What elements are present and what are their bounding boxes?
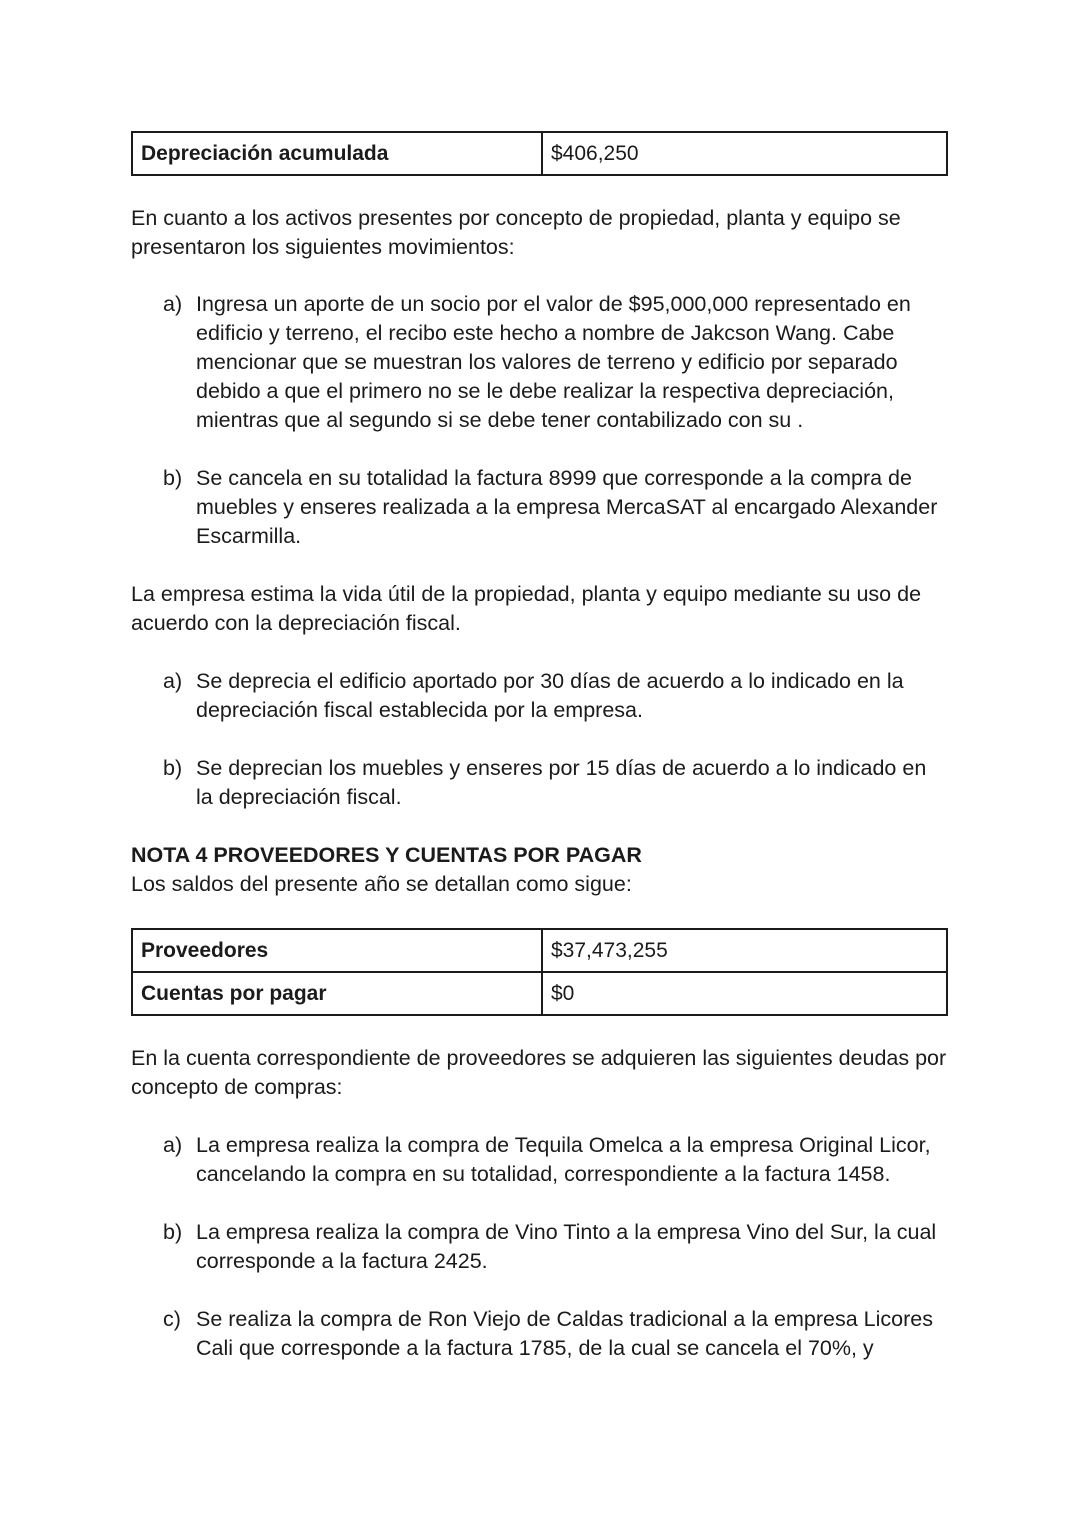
list-marker: b)	[163, 756, 183, 780]
list-marker: b)	[163, 466, 183, 490]
list-marker: a)	[163, 669, 183, 693]
list-item-text: Se deprecia el edificio aportado por 30 días de acuerdo a lo indicado en la depreciación fiscal establecida por la empresa.	[196, 669, 904, 722]
list-item-text: Se cancela en su totalidad la factura 8999 que corresponde a la compra de muebles y enseres realizada a la empresa MercaSAT al encargado Alexander Escarmilla.	[196, 466, 938, 548]
useful-life-paragraph: La empresa estima la vida útil de la propiedad, planta y equipo mediante su uso de acuerdo con la depreciación fiscal.	[131, 582, 922, 635]
purchases-list	[131, 1131, 948, 1363]
list-marker: b)	[163, 1220, 183, 1244]
list-item	[131, 1218, 948, 1276]
list-item	[131, 1131, 948, 1189]
list-item	[131, 667, 948, 725]
table-row	[132, 972, 947, 1015]
row-value: $37,473,255	[542, 929, 947, 972]
list-item	[131, 1305, 948, 1363]
document-page	[131, 131, 948, 1363]
table-row	[132, 132, 947, 175]
row-label: Proveedores	[132, 929, 542, 972]
row-value: $406,250	[542, 132, 947, 175]
ppe-intro-paragraph: En cuanto a los activos presentes por concepto de propiedad, planta y equipo se presentaron los siguientes movimientos:	[131, 206, 901, 259]
suppliers-intro-paragraph: En la cuenta correspondiente de proveedores se adquieren las siguientes deudas por concepto de compras:	[131, 1046, 947, 1099]
depreciation-list	[131, 667, 948, 812]
table-row	[132, 929, 947, 972]
ppe-movements-list	[131, 290, 948, 551]
list-marker: c)	[163, 1307, 181, 1331]
suppliers-payables-table	[131, 928, 948, 1016]
list-item-text: La empresa realiza la compra de Tequila Omelca a la empresa Original Licor, cancelando la compra en su totalidad, correspondiente a la factura 1458.	[196, 1133, 931, 1186]
accumulated-depreciation-table	[131, 131, 948, 176]
list-item-text: Se realiza la compra de Ron Viejo de Caldas tradicional a la empresa Licores Cali que corresponde a la factura 1785, de la cual se cancela el 70%, y	[196, 1307, 933, 1360]
list-item	[131, 754, 948, 812]
row-value: $0	[542, 972, 947, 1015]
list-item-text: Ingresa un aporte de un socio por el valor de $95,000,000 representado en edificio y terreno, el recibo este hecho a nombre de Jakcson Wang. Cabe mencionar que se muestran los valores de terreno y edificio por separado debido a que el primero no se le debe realizar la respectiva depreciación, mientras que al segundo si se debe tener contabilizado con su .	[196, 292, 911, 432]
row-label: Cuentas por pagar	[132, 972, 542, 1015]
note4-heading: NOTA 4 PROVEEDORES Y CUENTAS POR PAGAR	[131, 843, 642, 867]
note4-subtitle: Los saldos del presente año se detallan como sigue:	[131, 872, 632, 896]
list-marker: a)	[163, 1133, 183, 1157]
list-item	[131, 464, 948, 551]
list-item-text: La empresa realiza la compra de Vino Tinto a la empresa Vino del Sur, la cual corresponde a la factura 2425.	[196, 1220, 937, 1273]
list-item	[131, 290, 948, 435]
list-marker: a)	[163, 292, 183, 316]
row-label: Depreciación acumulada	[132, 132, 542, 175]
list-item-text: Se deprecian los muebles y enseres por 15 días de acuerdo a lo indicado en la depreciación fiscal.	[196, 756, 927, 809]
